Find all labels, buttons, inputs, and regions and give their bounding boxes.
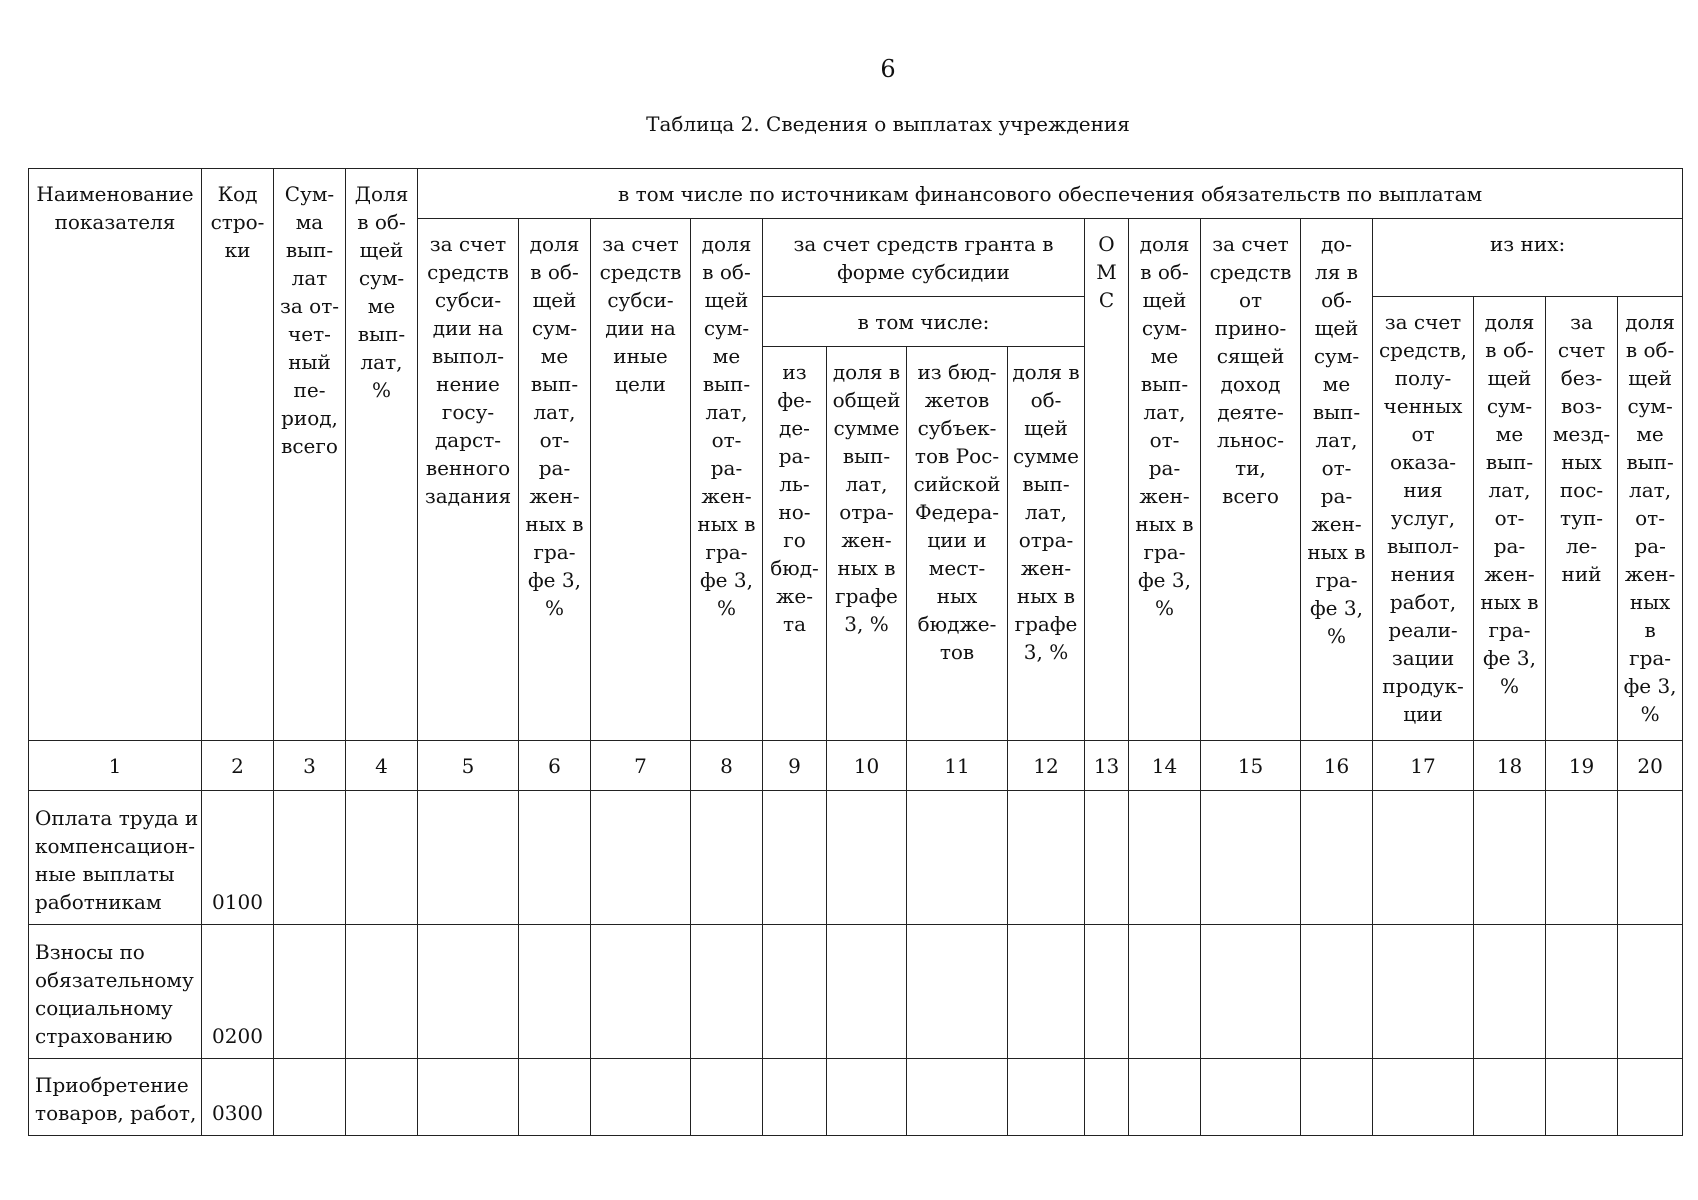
column-number: 20 <box>1618 741 1683 791</box>
column-number: 5 <box>418 741 519 791</box>
column-number-row <box>29 741 1683 791</box>
header-col-18: доля в об- щей сум- ме вып- лат, от- ра- жен- ных в гра- фе 3, % <box>1474 297 1546 741</box>
empty-cell <box>591 791 691 925</box>
header-col-13: О М С <box>1085 219 1129 741</box>
empty-cell <box>763 1059 827 1136</box>
column-number: 11 <box>907 741 1008 791</box>
header-sum: Сум- ма вып- лат за от- чет- ный пе- риод, всего <box>274 169 346 741</box>
empty-cell <box>1085 925 1129 1059</box>
payments-table <box>28 168 1683 1136</box>
header-name: Наименование показателя <box>29 169 202 741</box>
header-of-them: из них: <box>1373 219 1683 297</box>
empty-cell <box>1474 791 1546 925</box>
column-number: 18 <box>1474 741 1546 791</box>
column-number: 17 <box>1373 741 1474 791</box>
header-grant-including: в том числе: <box>763 297 1085 347</box>
header-col-19: за счет без- воз- мезд- ных пос- туп- ле- ний <box>1546 297 1618 741</box>
empty-cell <box>346 925 418 1059</box>
header-col-6: доля в об- щей сум- ме вып- лат, от- ра- жен- ных в гра- фе 3, % <box>519 219 591 741</box>
column-number: 19 <box>1546 741 1618 791</box>
column-number: 13 <box>1085 741 1129 791</box>
header-code: Код стро- ки <box>202 169 274 741</box>
empty-cell <box>1201 1059 1301 1136</box>
empty-cell <box>1618 791 1683 925</box>
header-col-8: доля в об- щей сум- ме вып- лат, от- ра- жен- ных в гра- фе 3, % <box>691 219 763 741</box>
empty-cell <box>519 925 591 1059</box>
column-number: 9 <box>763 741 827 791</box>
empty-cell <box>519 791 591 925</box>
empty-cell <box>274 1059 346 1136</box>
empty-cell <box>519 1059 591 1136</box>
empty-cell <box>346 1059 418 1136</box>
header-col-12: доля в об- щей сумме вып- лат, отра- жен- ных в графе 3, % <box>1008 347 1085 741</box>
header-col-9: из фе- де- ра- ль- но- го бюд- же- та <box>763 347 827 741</box>
empty-cell <box>1474 1059 1546 1136</box>
empty-cell <box>907 1059 1008 1136</box>
empty-cell <box>1301 1059 1373 1136</box>
row-code: 0200 <box>202 925 274 1059</box>
empty-cell <box>1008 1059 1085 1136</box>
column-number: 10 <box>827 741 907 791</box>
table-row <box>29 925 1683 1059</box>
column-number: 15 <box>1201 741 1301 791</box>
empty-cell <box>1474 925 1546 1059</box>
column-number: 12 <box>1008 741 1085 791</box>
row-code: 0300 <box>202 1059 274 1136</box>
empty-cell <box>274 791 346 925</box>
empty-cell <box>1546 791 1618 925</box>
empty-cell <box>1129 925 1201 1059</box>
empty-cell <box>1546 925 1618 1059</box>
empty-cell <box>1085 791 1129 925</box>
empty-cell <box>1618 1059 1683 1136</box>
empty-cell <box>1201 925 1301 1059</box>
header-row-1 <box>29 169 1683 219</box>
empty-cell <box>1301 791 1373 925</box>
column-number: 4 <box>346 741 418 791</box>
empty-cell <box>1373 925 1474 1059</box>
table-row <box>29 791 1683 925</box>
column-number: 6 <box>519 741 591 791</box>
empty-cell <box>1618 925 1683 1059</box>
empty-cell <box>763 925 827 1059</box>
column-number: 14 <box>1129 741 1201 791</box>
empty-cell <box>827 791 907 925</box>
empty-cell <box>1008 925 1085 1059</box>
table-row <box>29 1059 1683 1136</box>
header-sources-group: в том числе по источникам финансового обеспечения обязательств по выплатам <box>418 169 1683 219</box>
empty-cell <box>827 1059 907 1136</box>
column-number: 1 <box>29 741 202 791</box>
header-col-16: до- ля в об- щей сум- ме вып- лат, от- ра- жен- ных в гра- фе 3, % <box>1301 219 1373 741</box>
empty-cell <box>1373 791 1474 925</box>
page-number: 6 <box>880 55 896 83</box>
header-col-7: за счет средств субси- дии на иные цели <box>591 219 691 741</box>
empty-cell <box>591 1059 691 1136</box>
empty-cell <box>907 791 1008 925</box>
empty-cell <box>418 1059 519 1136</box>
empty-cell <box>1373 1059 1474 1136</box>
empty-cell <box>1201 791 1301 925</box>
empty-cell <box>346 791 418 925</box>
empty-cell <box>274 925 346 1059</box>
table-title: Таблица 2. Сведения о выплатах учреждения <box>646 112 1130 136</box>
empty-cell <box>1129 791 1201 925</box>
row-name: Приобретение товаров, работ, <box>29 1059 202 1136</box>
header-col-17: за счет средств, полу- ченных от оказа- ния услуг, выпол- нения работ, реали- зации продук- ции <box>1373 297 1474 741</box>
header-col-15: за счет средств от прино- сящей доход деяте- льнос- ти, всего <box>1201 219 1301 741</box>
empty-cell <box>591 925 691 1059</box>
row-code: 0100 <box>202 791 274 925</box>
empty-cell <box>691 791 763 925</box>
header-col-14: доля в об- щей сум- ме вып- лат, от- ра- жен- ных в гра- фе 3, % <box>1129 219 1201 741</box>
empty-cell <box>1129 1059 1201 1136</box>
column-number: 16 <box>1301 741 1373 791</box>
empty-cell <box>1008 791 1085 925</box>
header-col-10: доля в общей сумме вып- лат, отра- жен- ных в графе 3, % <box>827 347 907 741</box>
column-number: 3 <box>274 741 346 791</box>
empty-cell <box>827 925 907 1059</box>
empty-cell <box>1301 925 1373 1059</box>
header-share: Доля в об- щей сум- ме вып- лат, % <box>346 169 418 741</box>
column-number: 2 <box>202 741 274 791</box>
empty-cell <box>691 1059 763 1136</box>
header-grant-group: за счет средств гранта в форме субсидии <box>763 219 1085 297</box>
row-name: Оплата труда и компенсацион- ные выплаты работникам <box>29 791 202 925</box>
empty-cell <box>418 925 519 1059</box>
empty-cell <box>907 925 1008 1059</box>
empty-cell <box>691 925 763 1059</box>
empty-cell <box>418 791 519 925</box>
column-number: 7 <box>591 741 691 791</box>
header-col-5: за счет средств субси- дии на выпол- нение госу- дарст- венного задания <box>418 219 519 741</box>
column-number: 8 <box>691 741 763 791</box>
empty-cell <box>763 791 827 925</box>
row-name: Взносы по обязательному социальному страхованию <box>29 925 202 1059</box>
header-col-11: из бюд- жетов субъек- тов Рос- сийской Федера- ции и мест- ных бюдже- тов <box>907 347 1008 741</box>
empty-cell <box>1085 1059 1129 1136</box>
header-col-20: доля в об- щей сум- ме вып- лат, от- ра- жен- ных в гра- фе 3, % <box>1618 297 1683 741</box>
empty-cell <box>1546 1059 1618 1136</box>
